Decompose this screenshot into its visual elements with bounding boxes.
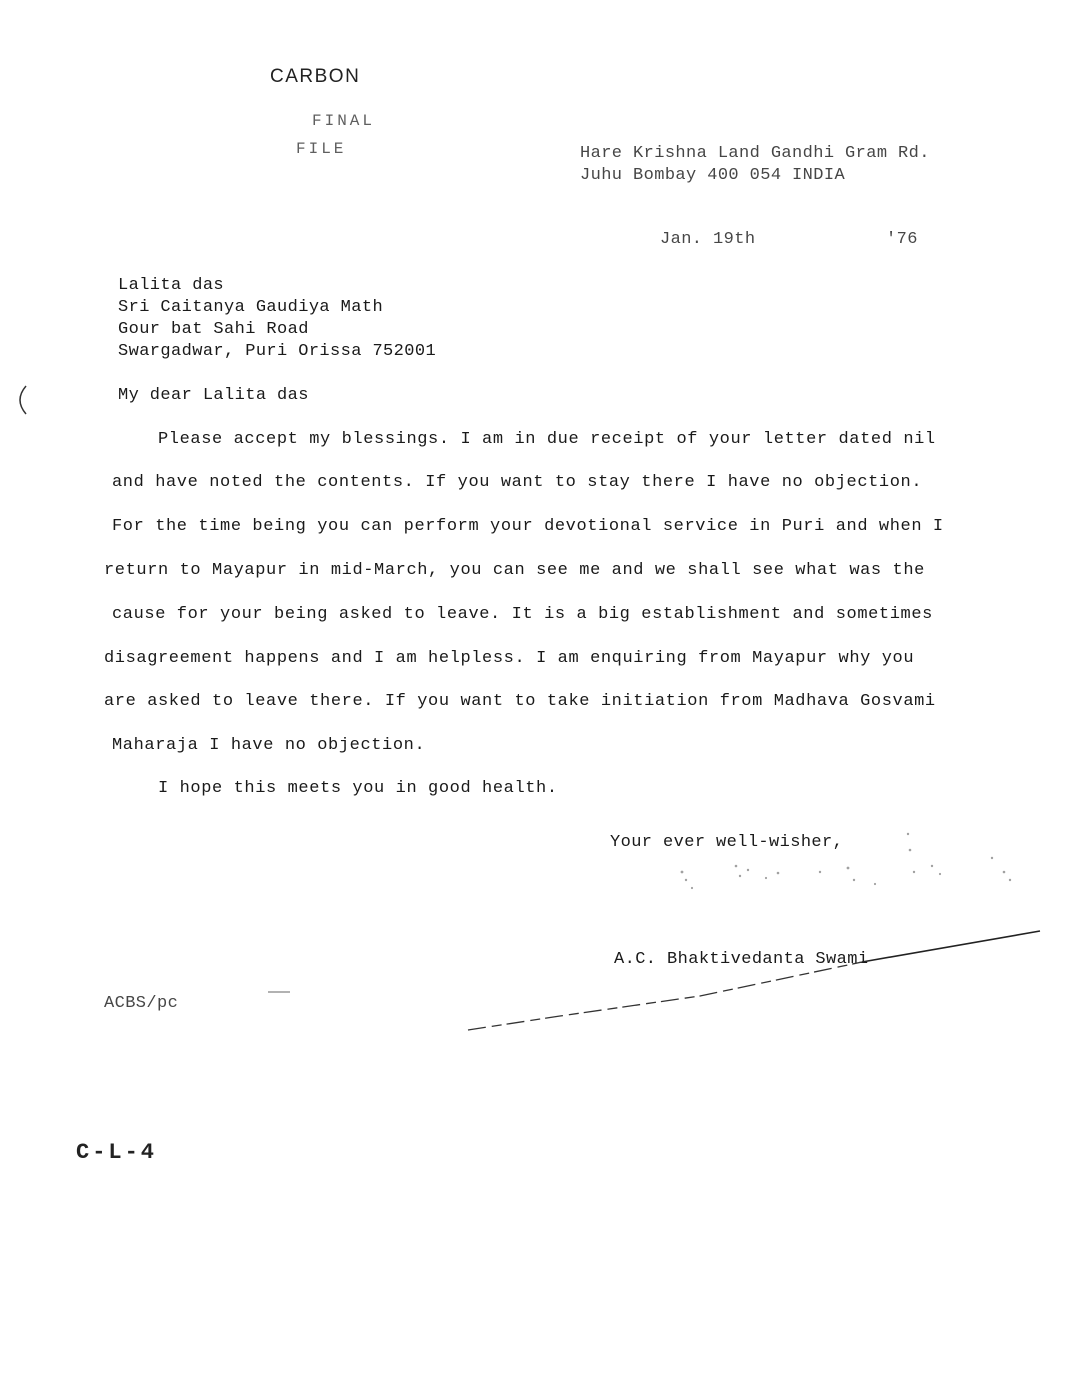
carbon-stamp: CARBON [270,66,361,87]
salutation: My dear Lalita das [118,386,309,405]
valediction: Your ever well-wisher, [610,833,844,852]
file-mark-final: FINAL [312,112,376,130]
typist-initials: ACBS/pc [104,994,179,1013]
letter-date-year: '76 [886,230,918,249]
body-line-4: return to Mayapur in mid-March, you can see me and we shall see what was the [104,561,925,580]
file-mark-file: FILE [296,140,347,158]
body-line-9: I hope this meets you in good health. [158,779,558,798]
recipient-name: Lalita das [118,276,225,295]
body-line-1: Please accept my blessings. I am in due receipt of your letter dated nil [158,430,936,449]
sender-address-line-1: Hare Krishna Land Gandhi Gram Rd. [580,144,930,163]
recipient-address-line-2: Gour bat Sahi Road [118,320,309,339]
recipient-address-line-3: Swargadwar, Puri Orissa 752001 [118,342,437,361]
signature-name: A.C. Bhaktivedanta Swami [614,950,869,969]
body-line-6: disagreement happens and I am helpless. I am enquiring from Mayapur why you [104,649,915,668]
page-mark: C-L-4 [76,1140,158,1165]
letter-date-day: Jan. 19th [660,230,756,249]
recipient-address-line-1: Sri Caitanya Gaudiya Math [118,298,384,317]
body-line-8: Maharaja I have no objection. [112,736,426,755]
body-line-3: For the time being you can perform your devotional service in Puri and when I [112,517,944,536]
body-line-7: are asked to leave there. If you want to take initiation from Madhava Gosvami [104,692,936,711]
body-line-2: and have noted the contents. If you want to stay there I have no objection. [112,473,923,492]
sender-address-line-2: Juhu Bombay 400 054 INDIA [580,166,846,185]
body-line-5: cause for your being asked to leave. It is a big establishment and sometimes [112,605,933,624]
